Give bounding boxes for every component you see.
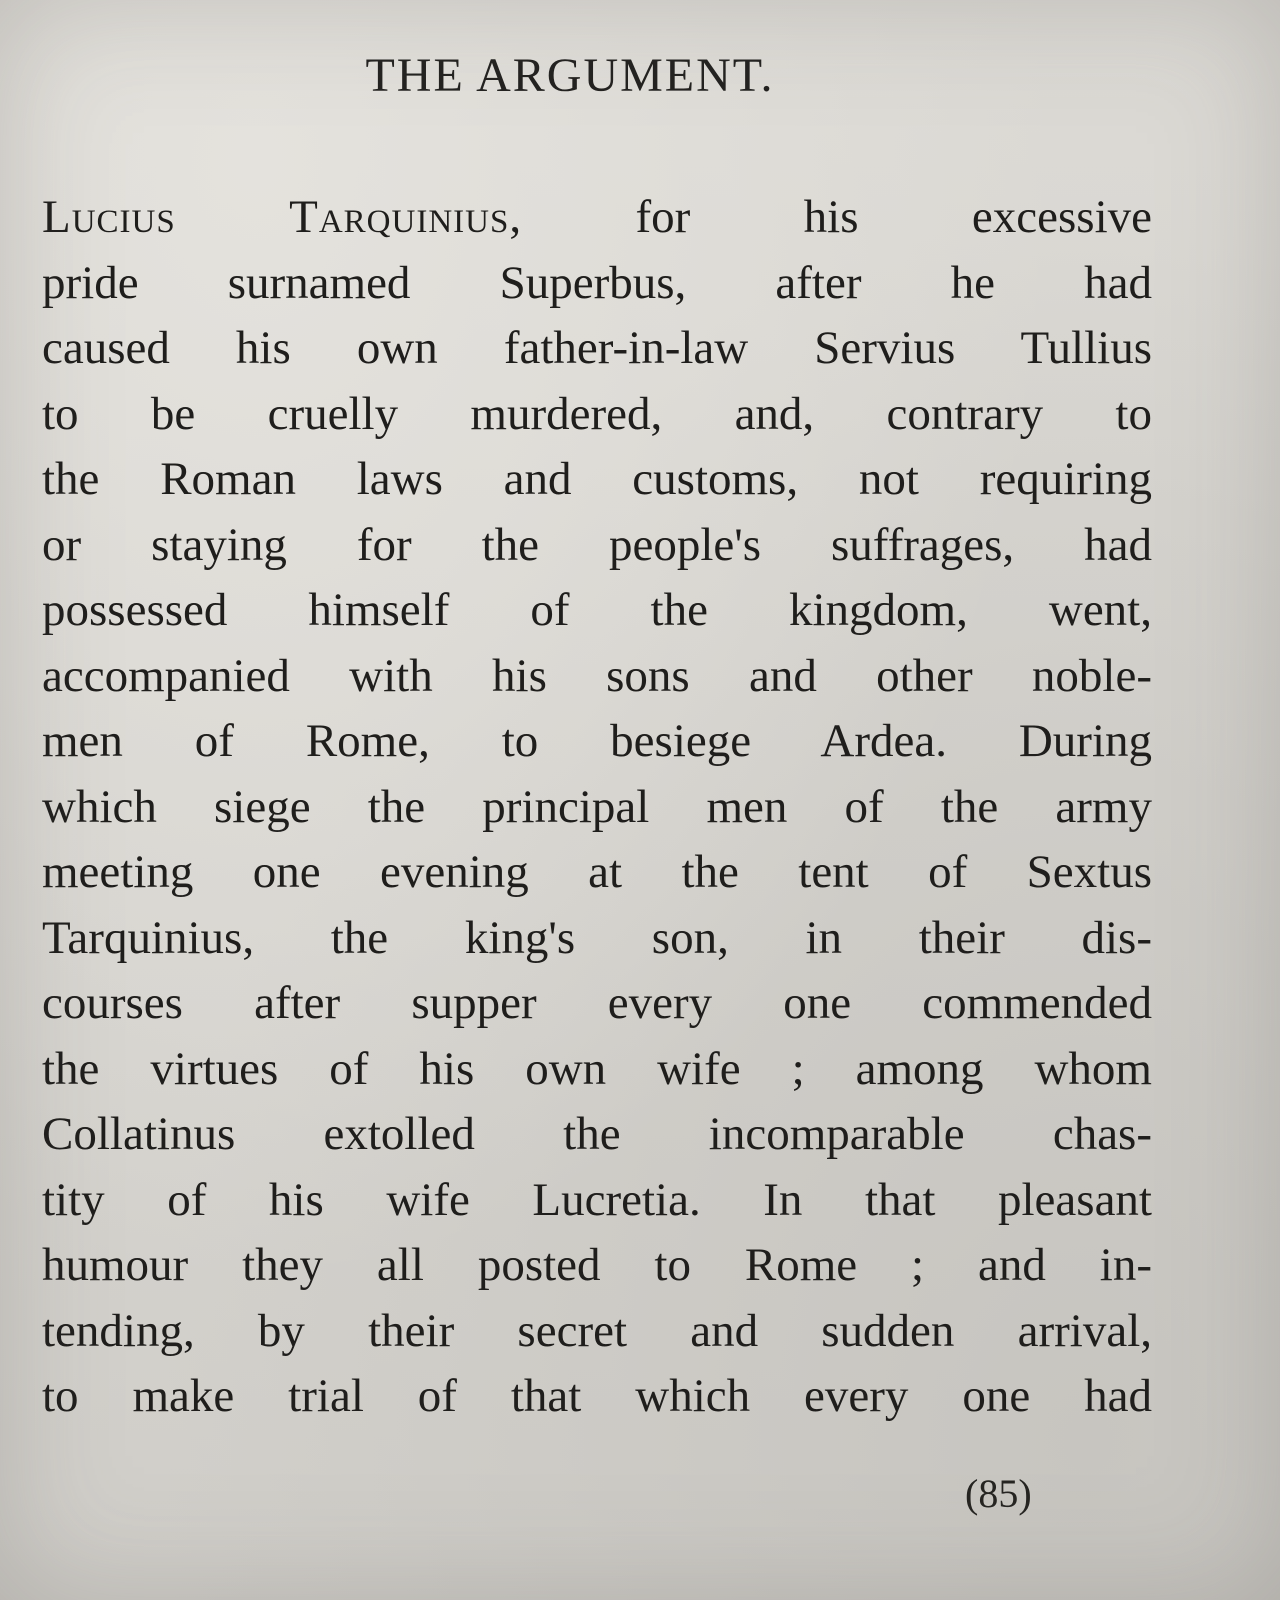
- text-line: or staying for the people's suffrages, had: [42, 518, 1152, 571]
- text-line: meeting one evening at the tent of Sextus: [42, 846, 1152, 898]
- text-line: Collatinus extolled the incomparable chas-: [42, 1108, 1152, 1160]
- text-line: caused his own father-in-law Servius Tullius: [42, 322, 1152, 374]
- text-line: tity of his wife Lucretia. In that pleasant: [42, 1173, 1152, 1226]
- text-line: pride surnamed Superbus, after he had: [42, 256, 1152, 309]
- text-line: Tarquinius, the king's son, in their dis-: [42, 911, 1152, 964]
- page-heading: THE ARGUMENT.: [365, 49, 775, 102]
- text-line: which siege the principal men of the army: [42, 780, 1152, 833]
- text-line: [42, 185, 1152, 251]
- argument-text: [42, 185, 1152, 1430]
- text-line: the Roman laws and customs, not requiring: [42, 453, 1152, 505]
- text-line: men of Rome, to besiege Ardea. During: [42, 715, 1152, 767]
- text-line: tending, by their secret and sudden arrival,: [42, 1304, 1152, 1357]
- text-line: the virtues of his own wife ; among whom: [42, 1042, 1152, 1095]
- opening-rest: for his excessive: [635, 191, 1152, 243]
- text-line: accompanied with his sons and other noble-: [42, 649, 1152, 702]
- name-lucius: Lucius: [42, 191, 176, 243]
- text-line: to make trial of that which every one had: [42, 1370, 1152, 1422]
- name-tarquinius: Tarquinius,: [289, 191, 523, 243]
- text-line: possessed himself of the kingdom, went,: [42, 584, 1152, 636]
- text-line: to be cruelly murdered, and, contrary to: [42, 387, 1152, 440]
- text-line: courses after supper every one commended: [42, 977, 1152, 1029]
- page-number: (85): [965, 1471, 1032, 1516]
- text-line: humour they all posted to Rome ; and in-: [42, 1239, 1152, 1291]
